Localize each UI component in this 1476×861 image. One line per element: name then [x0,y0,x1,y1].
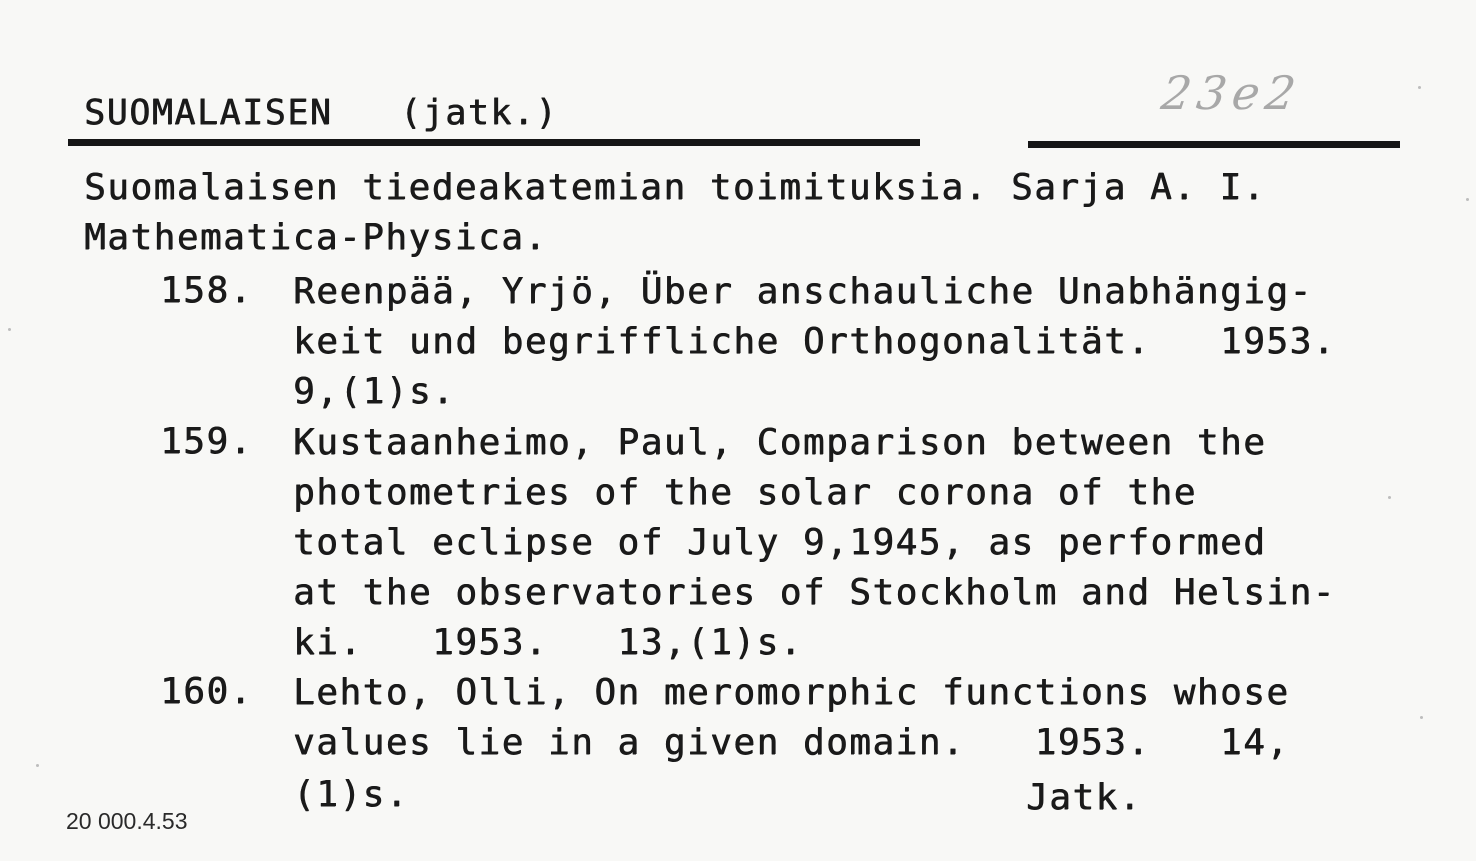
continued-note: Jatk. [1026,777,1142,818]
entry-line: Reenpää, Yrjö, Über anschauliche Unabhängig- [293,271,1313,312]
paper-speck [1388,496,1391,499]
entry-number: 158. [160,270,253,311]
heading-rule-left [68,139,920,146]
entry-number: 159. [160,421,253,462]
handwritten-call-number: 23e2 [1158,66,1305,120]
entry-number: 160. [160,671,253,712]
series-title-line: Suomalaisen tiedeakatemian toimituksia. Sarja A. I. [84,167,1266,208]
paper-speck [36,764,39,767]
paper-speck [8,328,11,331]
card-heading: SUOMALAISEN (jatk.) [84,93,559,133]
paper-speck [1466,198,1469,201]
entry-line: at the observatories of Stockholm and Helsin- [293,572,1336,613]
entry-line: (1)s. [293,774,409,815]
entry-line: Kustaanheimo, Paul, Comparison between the [293,422,1267,463]
series-title-line: Mathematica-Physica. [84,217,548,258]
entry-line: keit und begriffliche Orthogonalität. 1953. [293,321,1336,362]
entry-line: Lehto, Olli, On meromorphic functions whose [293,672,1290,713]
paper-speck [1420,716,1423,719]
entry-line: photometries of the solar corona of the [293,472,1197,513]
heading-rule-right [1028,141,1400,148]
entry-line: values lie in a given domain. 1953. 14, [293,722,1290,763]
entry-line: 9,(1)s. [293,371,456,412]
paper-speck [1418,86,1421,89]
entry-line: ki. 1953. 13,(1)s. [293,622,803,663]
printer-mark: 20 000.4.53 [66,808,188,834]
entry-line: total eclipse of July 9,1945, as performed [293,522,1267,563]
